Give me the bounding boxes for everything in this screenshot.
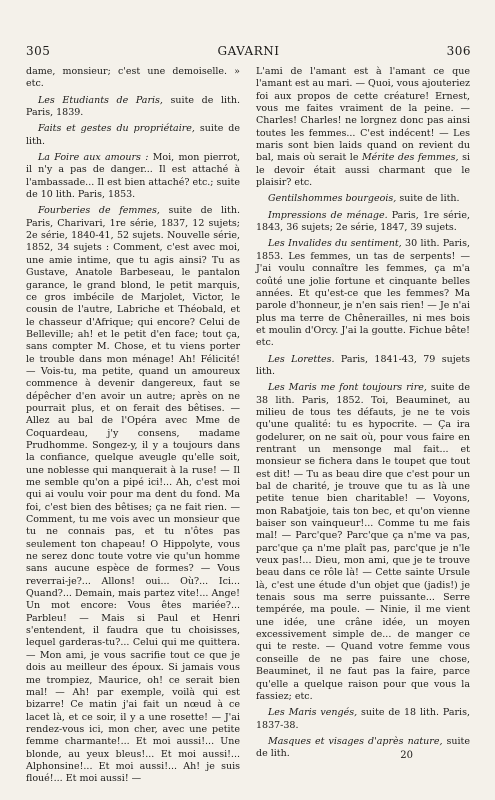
intro-paragraph: dame, monsieur; c'est une demoiselle. » etc. — [26, 66, 240, 90]
entry-body: Paris, 1re série, 1843, 36 sujets; 2e série, 1847, 39 sujets. — [256, 209, 470, 234]
inline-title: Mérite des femmes, — [361, 152, 459, 164]
entry-title: Les Invalides du sentiment, — [268, 238, 402, 250]
continued-text-end: si le devoir était aussi charmant que le plaisir? etc. — [256, 152, 470, 189]
page-number-right: 306 — [446, 44, 471, 58]
entry-title: Les Maris me font toujours rire, — [268, 382, 427, 394]
entry-body: suite de lith. — [396, 193, 460, 205]
continued-paragraph — [256, 66, 470, 189]
entry-invalides — [256, 238, 470, 349]
signature-mark: 20 — [400, 750, 413, 761]
right-column — [256, 66, 470, 765]
entry-body: Paris, 1841-43, 79 sujets lith. — [256, 353, 470, 377]
entry-title: Les Etudiants de Paris, — [38, 94, 163, 106]
entry-body: suite de 18 lith. Paris, 1837-38. — [256, 707, 470, 731]
entry-maris-venges — [256, 707, 470, 732]
entry-lorettes — [256, 354, 470, 379]
entry-faits-et-gestes — [26, 123, 240, 148]
entry-title: Fourberies de femmes, — [38, 205, 160, 217]
entry-maris-rire — [256, 382, 470, 703]
entry-gentilshommes — [256, 193, 470, 205]
entry-title: La Foire aux amours : — [38, 152, 149, 164]
entry-body: Moi, mon pierrot, il n'y a pas de danger... Il est attaché à l'ambassade... Il est bien attaché? etc.; suite de 10 lith. Paris, 1853. — [26, 152, 241, 201]
entry-body: 30 lith. Paris, 1853. Les femmes, un tas de serpents! — J'ai voulu connaître les femmes, ça m'a coûté une jolie fortune et cinquante belles années. Et qu'est-ce que les femmes? Ma parole d'honneur, je n'en sais rien! — Je n'ai plus ma terre de Chênerailles, ni mes bois et moulin d'Orcy. J'ai la goutte. Fichue bête! etc. — [256, 238, 470, 349]
entry-body: suite de lith. Paris, Charivari, 1re série, 1837, 12 sujets; 2e série, 1840-41, 52 sujets. Nouvelle série, 1852, 34 sujets : Comment, c'est avec moi, une amie intime, que tu agis ainsi? Tu as Gustave, Anatole Barbeseau, le pantalon garance, le grand blond, le petit marquis, ce gros imbécile de Marjolet, Victor, le cousin de l'autre, Labriche et Théobald, et le chasseur d'Afrique; qui encore? Celui de Belleville; ah! et le petit d'en face; tout ça, sans compter M. Chose, et tu viens porter le trouble dans mon ménage! Ah! Félicité! — Vois-tu, ma petite, quand un amoureux commence à devenir dangereux, faut se dépêcher d'en avoir un autre; après on ne pourrait plus, et on ferait des bêtises. — Allez au bal de l'Opéra avec Mme de Coquardeau, j'y consens, madame Prudhomme. Songez-y, il y a toujours dans la confiance, quelque aveugle qu'elle soit, une noblesse qui manquerait à la ruse! — Il me semble qu'on a pipé ici!... Ah, c'est moi qui ai voulu voir pour ma dent du fond. Ma foi, c'est bien des bêtises; ça ne fait rien. — Comment, tu me vois avec un monsieur que tu ne connais pas, et tu n'ôtes pas seulement ton chapeau! O Hippolyte, vous ne serez donc toute votre vie qu'un homme sans aucune espèce de formes? — Vous reverrai-je?... Allons! oui... Où?... Ici... Quand?... Demain, mais partez vite!... Ange! Un mot encore: Vous êtes mariée?... Parbleu! — Mais si Paul et Henri s'entendent, il faudra que tu choisisses, lequel garderas-tu?... Celui qui me quittera. — Mon ami, je vous sacrifie tout ce que je dois au meilleur des époux. Si jamais vous me trompiez, Maurice, oh! ce serait bien mal! — Ah! par exemple, voilà qui est bizarre! Ce matin j'ai fait un nœud à ce lacet là, et ce soir, il y a une rosette! — J'ai rendez-vous ici, mon cher, avec une petite femme charmante!... Et moi aussi!... Une blonde, au yeux bleus!... Et moi aussi!... Alphonsine!... Et moi aussi!... Ah! je suis floué!... Et moi aussi! — — [26, 205, 240, 785]
entry-impressions — [256, 210, 470, 235]
entry-body: suite de lith. Paris, 1839. — [26, 94, 240, 119]
entry-title: Les Lorettes. — [268, 353, 335, 365]
entry-title: Gentilshommes bourgeois, — [268, 193, 397, 205]
entry-etudiants — [26, 95, 240, 120]
entry-masques — [256, 736, 470, 761]
entry-title: Les Maris vengés, — [268, 707, 358, 719]
entry-body: suite de 38 lith. Paris, 1852. Toi, Beauminet, au milieu de tous tes défauts, je ne te vois qu'une qualité: tu es hypocrite. — Ça ira godelurer, on ne sait où, pour vous faire en rentrant un mensonge mal fait... et monsieur se fichera dans le toupet que tout est dit! — Tu as beau dire que c'est pour un bal de charité, je trouve que tu as là une petite tenue bien charitable! — Voyons, mon Rabatjoie, tais ton bec, et qu'on vienne baiser son vainqueur!... Comme tu me fais mal! — Parc'que? Parc'que ça n'me va pas, parc'que ça n'me plaît pas, parc'que je n'le veux pas!... Dieu, mon ami, que je te trouve beau dans ce rôle là! — Cette sainte Ursule là, c'est une étude d'un objet que (jadis!) je tenais sous ma serre puissante... Serre tempérée, ma poule. — Ninie, il me vient une idée, une crâne idée, un moyen excessivement simple de... de manger ce qui te reste. — Quand votre femme vous conseille de ne pas faire une chose, Beauminet, il ne faut pas la faire, parce qu'elle a quelque raison pour que vous la fassiez; etc. — [256, 382, 471, 702]
running-header — [26, 44, 471, 60]
running-title: GAVARNI — [217, 44, 280, 58]
entry-title: Impressions de ménage. — [268, 209, 388, 221]
entry-body: suite de lith. — [256, 735, 470, 760]
entry-body: suite de lith. — [26, 123, 240, 147]
entry-foire-aux-amours — [26, 152, 240, 201]
entry-fourberies — [26, 205, 240, 785]
page-number-left: 305 — [26, 44, 51, 58]
entry-title: Masques et visages d'après nature, — [268, 735, 443, 747]
left-column — [26, 66, 240, 790]
continued-text: L'ami de l'amant est à l'amant ce que l'amant est au mari. — Quoi, vous ajouteriez foi aux propos de cette créature! Ernest, vous me faites vraiment de la peine. — Charles! Charles! ne lorgnez donc pas ainsi toutes les femmes... C'est indécent! — Les maris sont bien laids quand on revient du bal, mais où serait le — [256, 66, 470, 164]
entry-title: Faits et gestes du propriétaire, — [38, 123, 195, 135]
